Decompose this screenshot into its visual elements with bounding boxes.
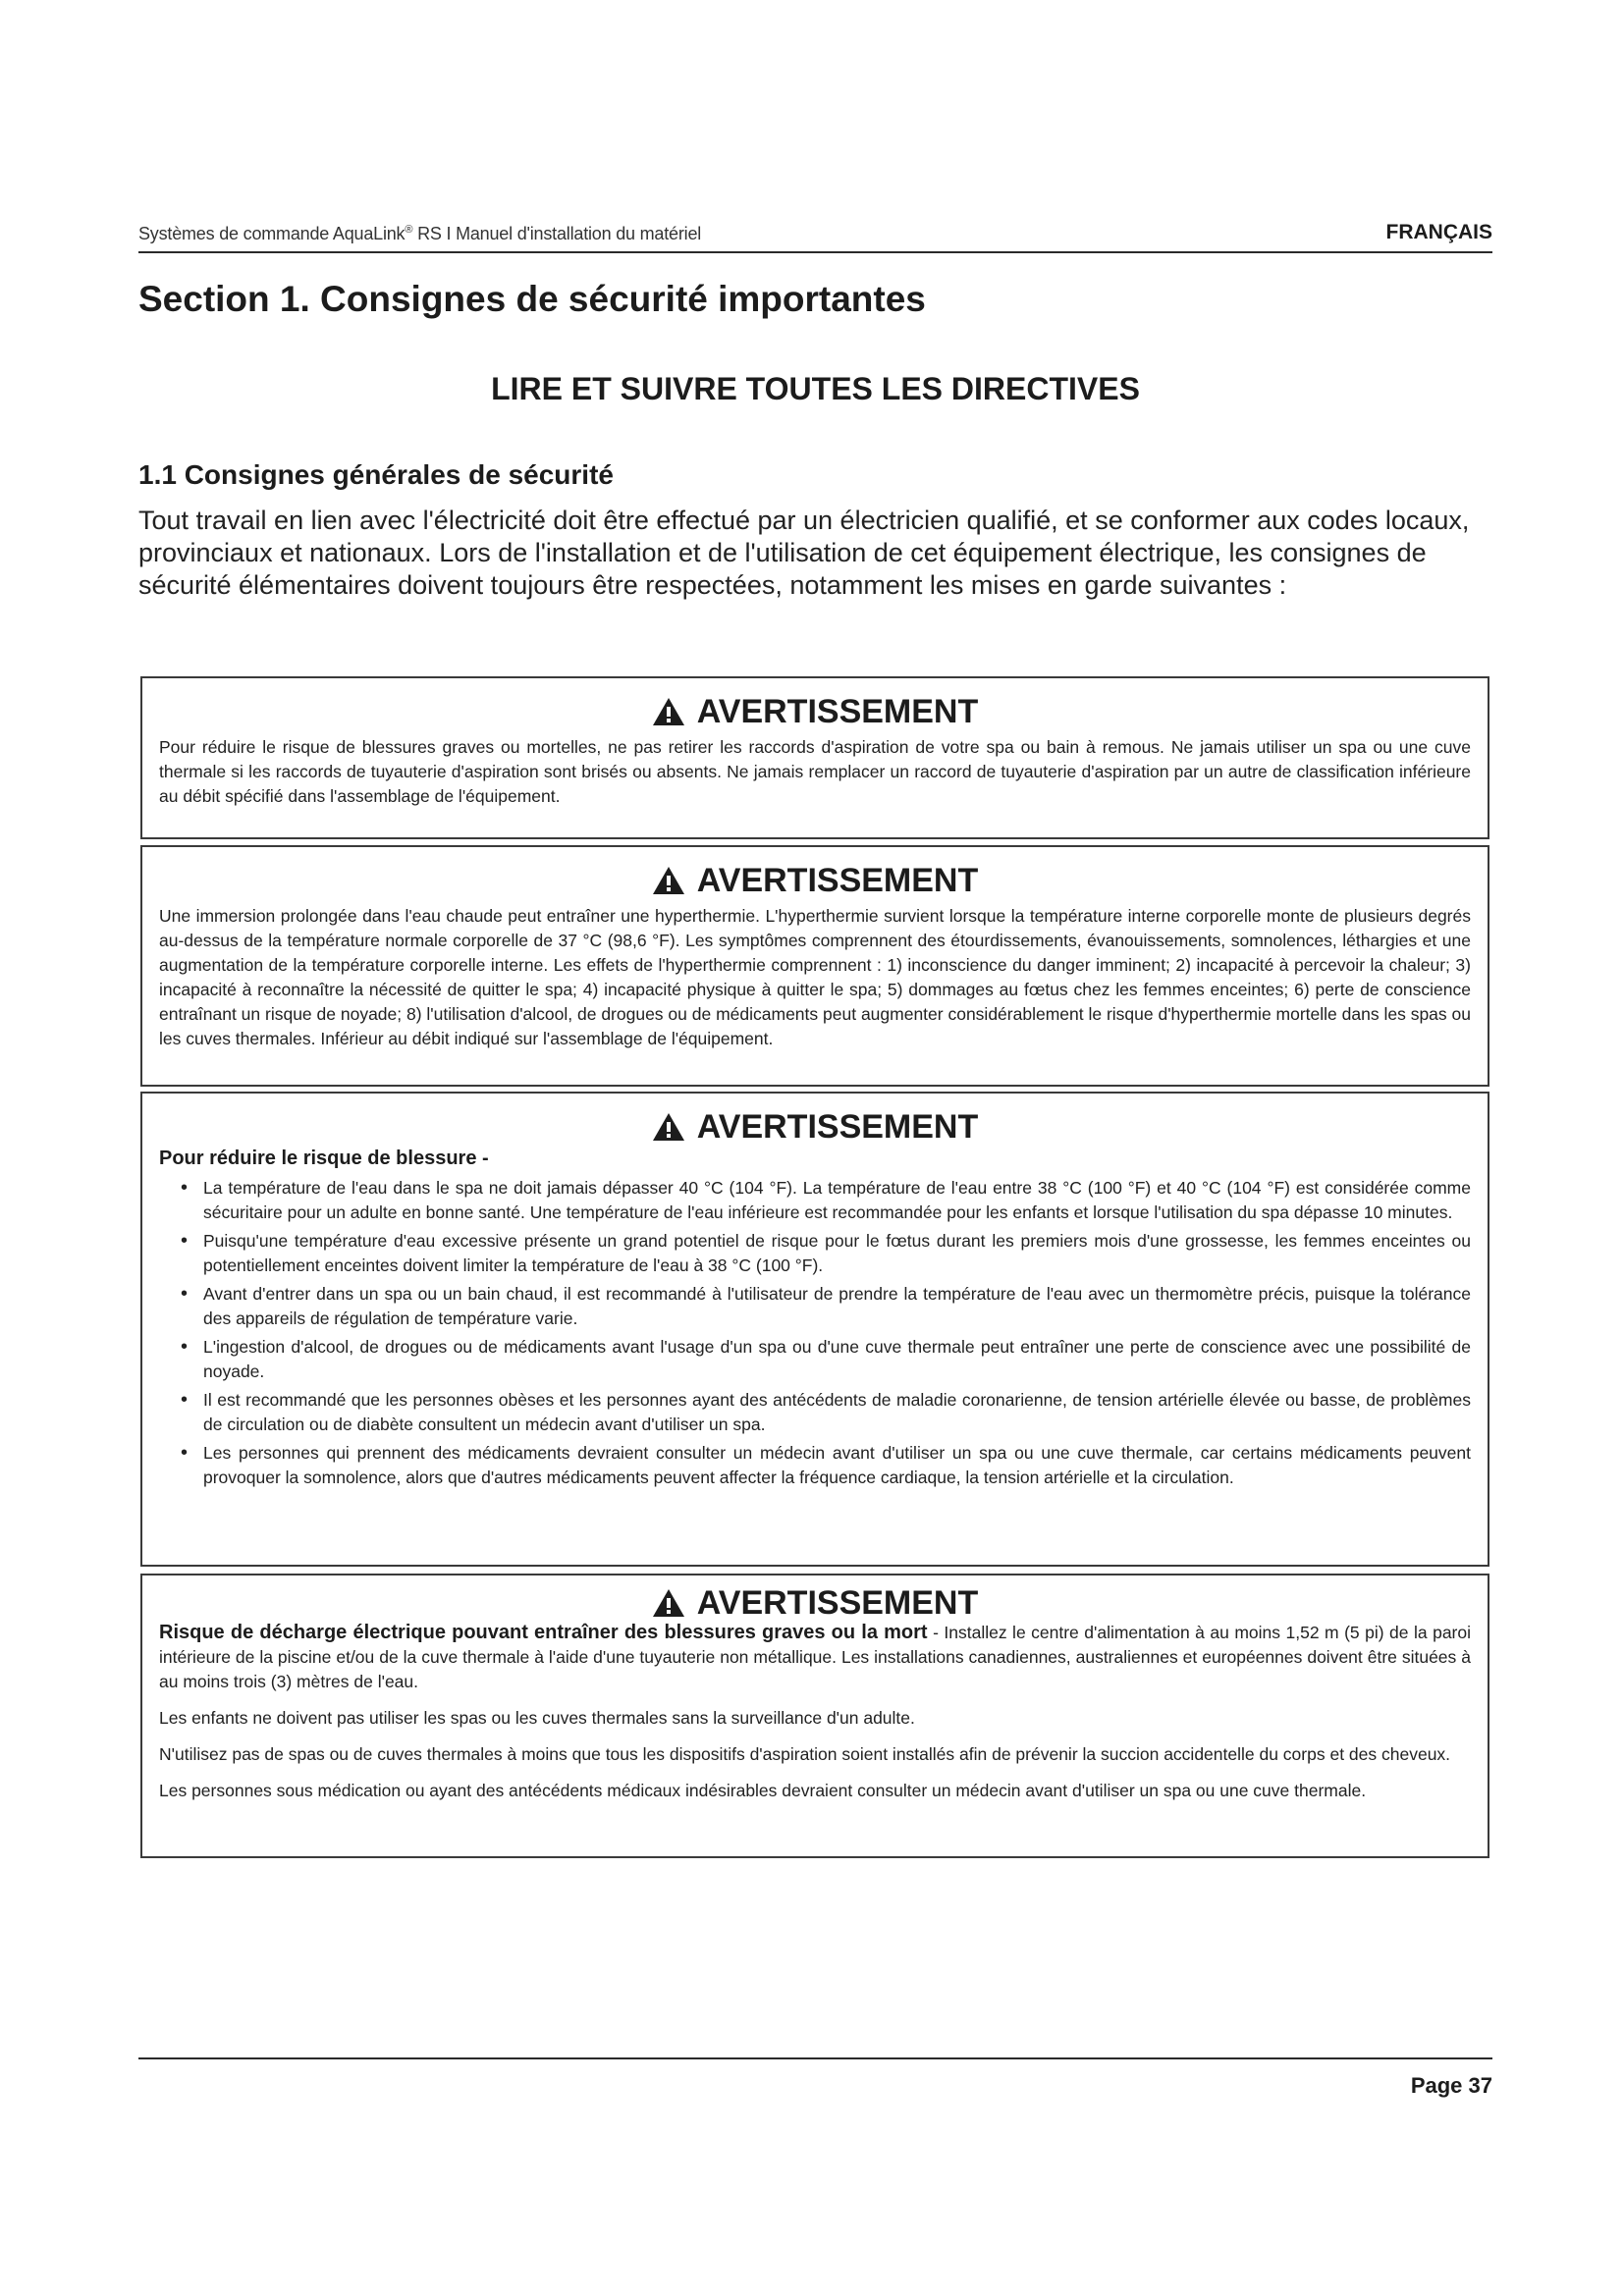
- list-item: • Les personnes qui prennent des médicaments devraient consulter un médecin avant d'utiliser un spa ou une cuve thermale, car certains médicaments peuvent provoquer la somnolence, alors que d'autres médicaments peuvent affecter la fréquence cardiaque, la tension artérielle et la circulation.: [203, 1441, 1471, 1490]
- warning-triangle-icon: [652, 1588, 685, 1618]
- page-footer: [138, 2057, 1492, 2098]
- warning-box-1: [140, 676, 1489, 839]
- intro-paragraph: Tout travail en lien avec l'électricité doit être effectué par un électricien qualifié, et se conformer aux codes locaux, provinciaux et nationaux. Lors de l'installation et de l'utilisation de cet équipement électrique, les consignes de sécurité élémentaires doivent toujours être respectées, notamment les mises en garde suivantes :: [138, 506, 1470, 600]
- list-item: • Avant d'entrer dans un spa ou un bain chaud, il est recommandé à l'utilisateur de prendre la température de l'eau avec un thermomètre précis, puisque la tolérance des appareils de régulation de température varie.: [203, 1282, 1471, 1331]
- list-item: • L'ingestion d'alcool, de drogues ou de médicaments avant l'usage d'un spa ou d'une cuve thermale peut entraîner une perte de conscience avec une possibilité de noyade.: [203, 1335, 1471, 1384]
- subsection-heading: 1.1 Consignes générales de sécurité: [138, 459, 614, 490]
- warning-text: Risque de décharge électrique pouvant entraîner des blessures graves ou la mort - Installez le centre d'alimentation à au moins 1,52 m (5 pi) de la paroi intérieure de la piscine et/ou de la cuve thermale à l'aide d'une tuyauterie non métallique. Les installations canadiennes, australiennes et européennes doivent être situées à au moins trois (3) mètres de l'eau.: [159, 1622, 1471, 1691]
- warning-title: AVERTISSEMENT: [159, 1107, 1471, 1147]
- warning-lead: Risque de décharge électrique pouvant entraîner des blessures graves ou la mort: [159, 1622, 928, 1643]
- warning-paragraph: Les enfants ne doivent pas utiliser les spas ou les cuves thermales sans la surveillance d'un adulte.: [159, 1708, 915, 1728]
- warning-box-2: [140, 845, 1489, 1087]
- warning-paragraph: Les personnes sous médication ou ayant des antécédents médicaux indésirables devraient consulter un médecin avant d'utiliser un spa ou une cuve thermale.: [159, 1781, 1367, 1800]
- registered-mark: ®: [405, 224, 413, 236]
- directives-heading: LIRE ET SUIVRE TOUTES LES DIRECTIVES: [491, 371, 1140, 406]
- page-header: [138, 218, 1492, 253]
- header-document-title: Systèmes de commande AquaLink® RS I Manuel d'installation du matériel: [138, 224, 702, 243]
- page-number: Page 37: [1410, 2073, 1492, 2098]
- warning-paragraph: N'utilisez pas de spas ou de cuves thermales à moins que tous les dispositifs d'aspiration soient installés afin de prévenir la succion accidentelle du corps et des cheveux.: [159, 1744, 1451, 1764]
- warning-text: Une immersion prolongée dans l'eau chaude peut entraîner une hyperthermie. L'hyperthermie survient lorsque la température interne corporelle monte de plusieurs degrés au-dessus de la température normale corporelle de 37 °C (98,6 °F). Les symptômes comprennent des étourdissements, évanouissements, somnolences, léthargies et une augmentation de la température corporelle interne. Les effets de l'hyperthermie comprennent : 1) inconscience du danger imminent; 2) incapacité à percevoir la chaleur; 3) incapacité à reconnaître la nécessité de quitter le spa; 4) incapacité physique à quitter le spa; 5) dommages au fœtus chez les femmes enceintes; 6) perte de conscience entraînant un risque de noyade; 8) l'utilisation d'alcool, de drogues ou de médicaments peut augmenter considérablement le risque d'hyperthermie mortelle dans les spas ou les cuves thermales. Inférieur au débit indiqué sur l'assemblage de l'équipement.: [159, 906, 1471, 1048]
- warning-triangle-icon: [652, 1112, 685, 1142]
- header-language: FRANÇAIS: [1385, 221, 1492, 243]
- warning-title: AVERTISSEMENT: [159, 1585, 1471, 1621]
- warning-title: AVERTISSEMENT: [159, 861, 1471, 900]
- warning-box-4: [140, 1574, 1489, 1858]
- list-item: • Il est recommandé que les personnes obèses et les personnes ayant des antécédents de maladie coronarienne, de tension artérielle élevée ou basse, de problèmes de circulation ou de diabète consultent un médecin avant d'utiliser un spa.: [203, 1388, 1471, 1437]
- warning-triangle-icon: [652, 697, 685, 726]
- warning-intro: Pour réduire le risque de blessure -: [159, 1148, 489, 1169]
- warning-title: AVERTISSEMENT: [159, 692, 1471, 731]
- warning-text: Pour réduire le risque de blessures graves ou mortelles, ne pas retirer les raccords d'aspiration de votre spa ou bain à remous. Ne jamais utiliser un spa ou une cuve thermale si les raccords de tuyauterie d'aspiration sont brisés ou absents. Ne jamais remplacer un raccord de tuyauterie d'aspiration par un autre de classification inférieure au débit spécifié dans l'assemblage de l'équipement.: [159, 737, 1471, 806]
- section-title: Section 1. Consignes de sécurité importantes: [138, 279, 926, 319]
- warning-list: [159, 1176, 1471, 1490]
- warning-box-3: [140, 1092, 1489, 1567]
- warning-triangle-icon: [652, 866, 685, 895]
- list-item: • La température de l'eau dans le spa ne doit jamais dépasser 40 °C (104 °F). La température de l'eau entre 38 °C (100 °F) et 40 °C (104 °F) est considérée comme sécuritaire pour un adulte en bonne santé. Une température de l'eau inférieure est recommandée pour les enfants et lorsque l'utilisation du spa dépasse 10 minutes.: [203, 1176, 1471, 1225]
- list-item: • Puisqu'une température d'eau excessive présente un grand potentiel de risque pour le fœtus durant les premiers mois d'une grossesse, les femmes enceintes ou potentiellement enceintes doivent limiter la température de l'eau à 38 °C (100 °F).: [203, 1229, 1471, 1278]
